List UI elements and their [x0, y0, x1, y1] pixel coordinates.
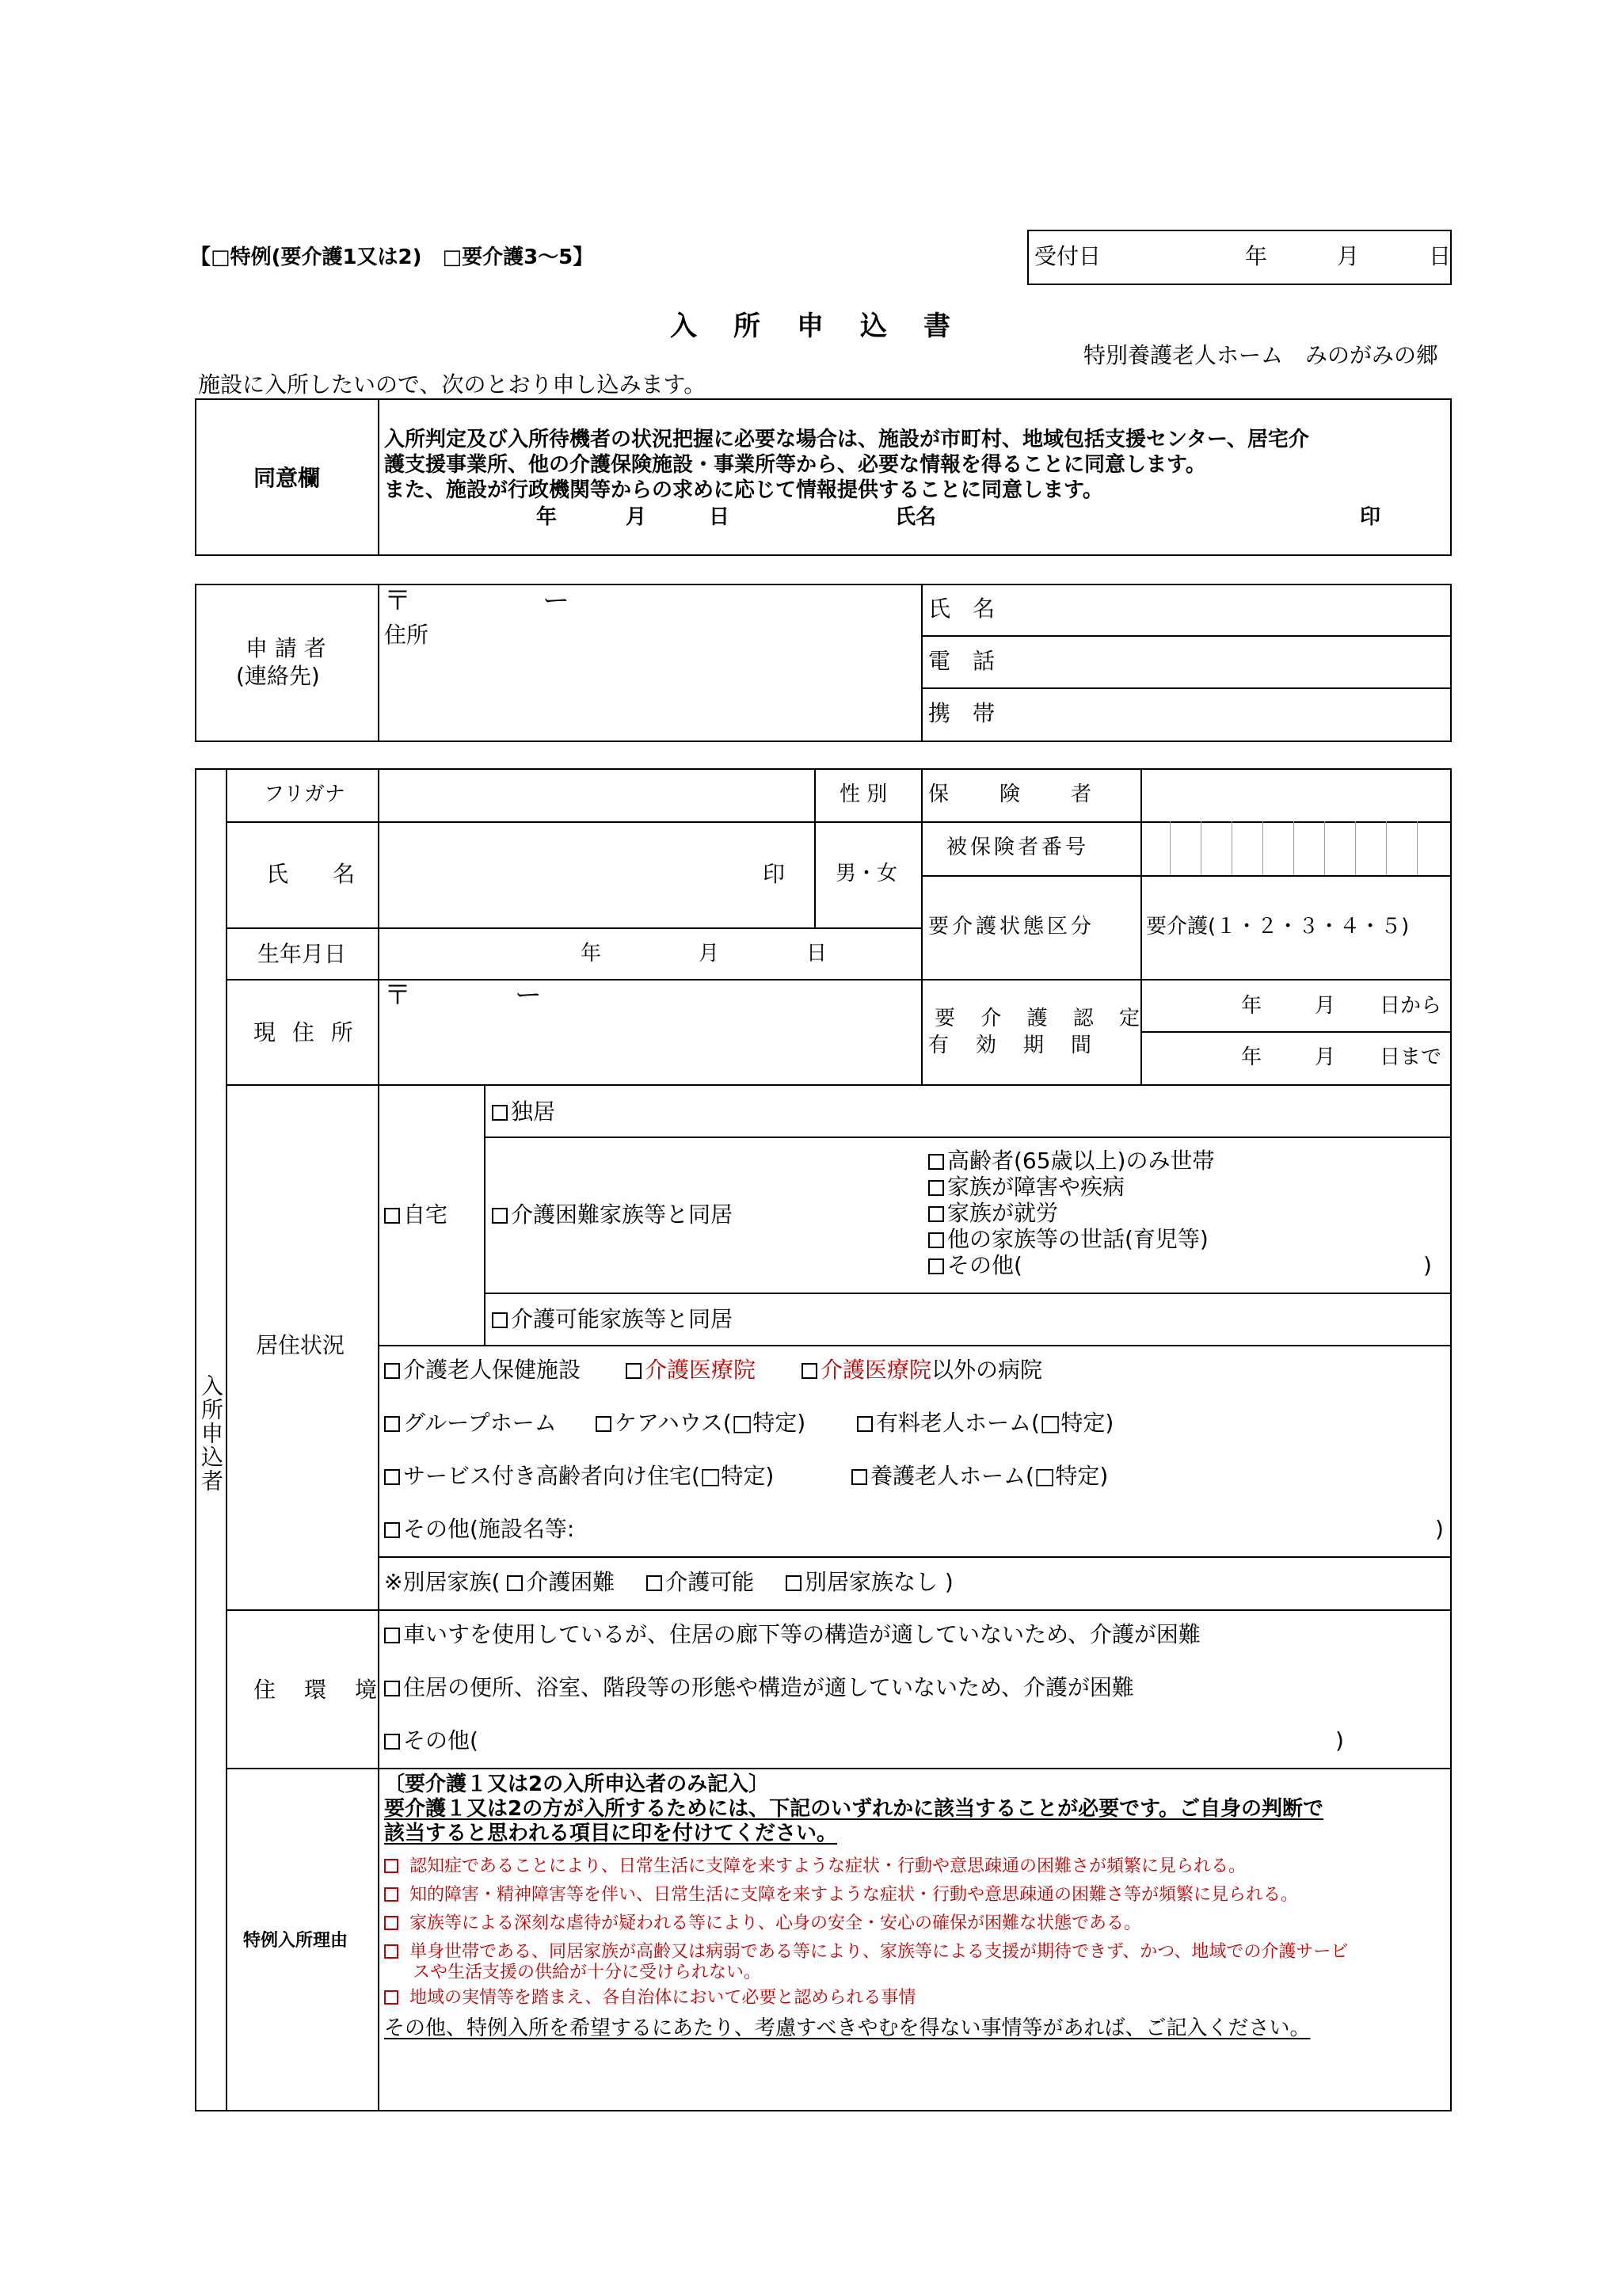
consent-seal: 印 [1360, 505, 1381, 529]
consent-line-2: 護支援事業所、他の介護保険施設・事業所等から、必要な情報を得ることに同意します。 [384, 453, 1206, 477]
sub-option-1-checkbox[interactable] [928, 1154, 944, 1170]
consent-day: 日 [709, 505, 730, 529]
special-note-1: 要介護１又は2の方が入所するためには、下記のいずれかに該当することが必要です。ご自身の判断で [384, 1797, 1324, 1821]
iryoin-checkbox[interactable] [626, 1363, 642, 1379]
care-level-label: 要介護状態区分 [928, 915, 1095, 939]
sub-option-3-checkbox[interactable] [928, 1206, 944, 1222]
consent-line-1: 入所判定及び入所待機者の状況把握に必要な場合は、施設が市町村、地域包括支援センター、居宅介 [384, 428, 1309, 451]
special-note-2: 該当すると思われる項目に印を付けてください。 [384, 1822, 838, 1845]
sub-option-2-checkbox[interactable] [928, 1180, 944, 1196]
sub-option-5[interactable]: その他( [928, 1255, 1022, 1277]
reception-year: 年 [1245, 243, 1268, 269]
cert-from-year: 年 [1241, 994, 1262, 1018]
facility-option-grouphome[interactable]: グループホーム [384, 1412, 557, 1434]
reason-2-checkbox[interactable] [384, 1887, 398, 1902]
separate-family-row: ※別居家族( 介護困難 介護可能 別居家族なし ) [384, 1569, 954, 1595]
applicant-mobile-field[interactable] [1014, 692, 1448, 737]
difficult-family-checkbox[interactable] [492, 1208, 508, 1224]
special-reason-4-cont: スや生活支援の供給が十分に受けられない。 [413, 1963, 762, 1982]
insurer-field[interactable] [1145, 772, 1448, 818]
side-label: 入所申込者 [198, 1374, 224, 1493]
applicant-name-field[interactable] [1014, 588, 1448, 632]
insured-number-label: 被保険者番号 [946, 836, 1090, 859]
facility-option-other[interactable]: その他(施設名等: [384, 1518, 574, 1540]
birth-day: 日 [806, 942, 828, 965]
cert-to-month: 月 [1315, 1045, 1336, 1069]
applicant-phone-label: 電 話 [928, 648, 996, 674]
sakouju-checkbox[interactable] [384, 1469, 400, 1485]
consent-label: 同意欄 [253, 465, 321, 491]
facility-option-roken[interactable]: 介護老人保健施設 [384, 1359, 581, 1381]
reception-label: 受付日 [1034, 243, 1102, 269]
consent-box [195, 398, 1452, 556]
main-table [195, 768, 1452, 2111]
applicant-postal-field[interactable] [420, 585, 911, 622]
residence-alone[interactable]: 独居 [492, 1101, 555, 1123]
special-reason-4[interactable]: 単身世帯である、同居家族が高齢又は病弱である等により、家族等による支援が期待できず、かつ、地域での介護サービ [384, 1944, 1348, 1961]
applicant-label: 申 請 者 [246, 635, 326, 661]
applicant-phone-field[interactable] [1014, 640, 1448, 684]
consent-name-label: 氏名 [895, 505, 937, 529]
environment-other-field[interactable] [495, 1723, 1335, 1758]
applicant-name-label: 氏 名 [928, 596, 996, 622]
consent-year: 年 [536, 505, 558, 529]
sub-option-4[interactable]: 他の家族等の世話(育児等) [928, 1228, 1209, 1251]
facility-option-iryoin[interactable]: 介護医療院 [626, 1359, 756, 1381]
cert-period-label-1: 要 介 護 認 定 [935, 1007, 1150, 1030]
residence-label: 居住状況 [256, 1332, 345, 1358]
gender-label: 性 別 [840, 782, 888, 806]
residence-difficult-family[interactable]: 介護困難家族等と同居 [492, 1204, 733, 1226]
special-free-text-field[interactable] [382, 2047, 1448, 2108]
consent-month: 月 [626, 505, 647, 529]
sub-option-1[interactable]: 高齢者(65歳以上)のみ世帯 [928, 1150, 1214, 1172]
environment-3-checkbox[interactable] [384, 1734, 400, 1750]
special-heading: 〔要介護１又は2の入所申込者のみ記入〕 [384, 1772, 770, 1796]
facility-option-paid-home[interactable]: 有料老人ホーム(□特定) [857, 1412, 1114, 1434]
grouphome-checkbox[interactable] [384, 1416, 400, 1432]
environment-item-3[interactable]: その他( [384, 1730, 478, 1752]
separate-possible-checkbox[interactable] [646, 1575, 662, 1591]
separate-none-checkbox[interactable] [786, 1575, 801, 1591]
environment-other-close: ) [1335, 1727, 1344, 1753]
current-postal-mark: 〒 [384, 980, 411, 1011]
name-seal: 印 [763, 861, 786, 887]
current-postal-dash: ー [515, 980, 542, 1011]
reason-1-checkbox[interactable] [384, 1859, 398, 1873]
birth-month: 月 [699, 942, 720, 965]
residence-home[interactable]: 自宅 [384, 1204, 447, 1226]
birth-year: 年 [581, 942, 602, 965]
paid-home-checkbox[interactable] [857, 1416, 873, 1432]
cert-to-day: 日まで [1380, 1045, 1442, 1069]
name-field[interactable] [382, 825, 754, 923]
cert-to-year: 年 [1241, 1045, 1262, 1069]
applicant-address-label: 住所 [384, 622, 429, 648]
sub-option-5-close: ) [1423, 1252, 1432, 1278]
environment-item-2[interactable]: 住居の便所、浴室、階段等の形態や構造が適していないため、介護が困難 [384, 1677, 1134, 1699]
sub-option-4-checkbox[interactable] [928, 1232, 944, 1248]
intro-text: 施設に入所したいので、次のとおり申し込みます。 [198, 371, 706, 398]
reception-day: 日 [1429, 243, 1452, 269]
facility-option-yougo[interactable]: 養護老人ホーム(□特定) [851, 1465, 1108, 1487]
facility-other-field[interactable] [594, 1513, 1434, 1548]
separate-difficult-checkbox[interactable] [507, 1575, 523, 1591]
yougo-checkbox[interactable] [851, 1469, 867, 1485]
hospital-checkbox[interactable] [801, 1363, 817, 1379]
sub-option-3[interactable]: 家族が就労 [928, 1202, 1058, 1224]
facility-option-hospital[interactable]: 介護医療院以外の病院 [801, 1359, 1042, 1381]
special-reason-5[interactable]: 地域の実情等を踏まえ、各自治体において必要と認められる事情 [384, 1989, 916, 2007]
applicant-postal-mark: 〒 [384, 585, 411, 617]
environment-2-checkbox[interactable] [384, 1681, 400, 1696]
special-reason-2[interactable]: 知的障害・精神障害等を伴い、日常生活に支障を来すような症状・行動や意思疎通の困難さ等が頻繁に見られる。 [384, 1887, 1298, 1904]
birth-label: 生年月日 [257, 941, 347, 967]
consent-line-3: また、施設が行政機関等からの求めに応じて情報提供することに同意します。 [384, 478, 1103, 502]
applicant-postal-dash: ー [543, 585, 569, 617]
carehouse-checkbox[interactable] [596, 1416, 611, 1432]
special-reason-1[interactable]: 認知症であることにより、日常生活に支障を来すような症状・行動や意思疎通の困難さが頻繁に見られる。 [384, 1858, 1246, 1875]
cert-period-label-2: 有 効 期 間 [928, 1034, 1095, 1057]
page-title: 入 所 申 込 書 [670, 310, 955, 342]
facility-option-carehouse[interactable]: ケアハウス(□特定) [596, 1412, 805, 1434]
facility-option-sakouju[interactable]: サービス付き高齢者向け住宅(□特定) [384, 1465, 774, 1487]
current-address-field[interactable] [382, 1015, 917, 1080]
reason-4-checkbox[interactable] [384, 1944, 398, 1959]
current-address-label: 現 住 所 [253, 1019, 358, 1045]
home-checkbox[interactable] [384, 1208, 400, 1224]
reception-month: 月 [1337, 243, 1360, 269]
environment-1-checkbox[interactable] [384, 1628, 400, 1643]
insurer-label: 保 険 者 [928, 782, 1095, 806]
facility-other-checkbox[interactable] [384, 1522, 400, 1538]
special-reason-3[interactable]: 家族等による深刻な虐待が疑われる等により、心身の安全・安心の確保が困難な状態である。 [384, 1915, 1141, 1932]
insured-number-field[interactable] [1142, 823, 1449, 874]
facility-other-close: ) [1435, 1516, 1444, 1542]
environment-label: 住 環 境 [253, 1677, 381, 1703]
sub-option-5-checkbox[interactable] [928, 1258, 944, 1274]
applicant-address-field[interactable] [384, 651, 913, 738]
environment-item-1[interactable]: 車いすを使用しているが、住居の廊下等の構造が適していないため、介護が困難 [384, 1624, 1201, 1646]
facility-name: 特別養護老人ホーム みのがみの郷 [1083, 342, 1439, 368]
furigana-label: フリガナ [264, 782, 345, 806]
reason-3-checkbox[interactable] [384, 1916, 398, 1930]
gender-options[interactable]: 男・女 [836, 862, 898, 885]
type-selector[interactable]: 【□特例(要介護1又は2) □要介護3～5】 [190, 246, 594, 269]
care-level-options[interactable]: 要介護(１・２・３・４・５) [1146, 915, 1410, 939]
applicant-label-sub: (連絡先) [236, 663, 320, 689]
applicant-mobile-label: 携 帯 [928, 700, 996, 726]
residence-possible-family[interactable]: 介護可能家族等と同居 [492, 1308, 733, 1331]
name-label: 氏 名 [266, 861, 356, 887]
cert-from-month: 月 [1315, 994, 1336, 1018]
reason-5-checkbox[interactable] [384, 1990, 398, 2005]
special-label: 特例入所理由 [243, 1931, 348, 1951]
sub-option-2[interactable]: 家族が障害や疾病 [928, 1176, 1125, 1198]
roken-checkbox[interactable] [384, 1363, 400, 1379]
alone-checkbox[interactable] [492, 1105, 508, 1121]
possible-family-checkbox[interactable] [492, 1312, 508, 1328]
special-footer: その他、特例入所を希望するにあたり、考慮すべきやむを得ない事情等があれば、ご記入ください。 [384, 2016, 1311, 2040]
cert-from-day: 日から [1380, 994, 1442, 1018]
furigana-field[interactable] [382, 772, 809, 818]
